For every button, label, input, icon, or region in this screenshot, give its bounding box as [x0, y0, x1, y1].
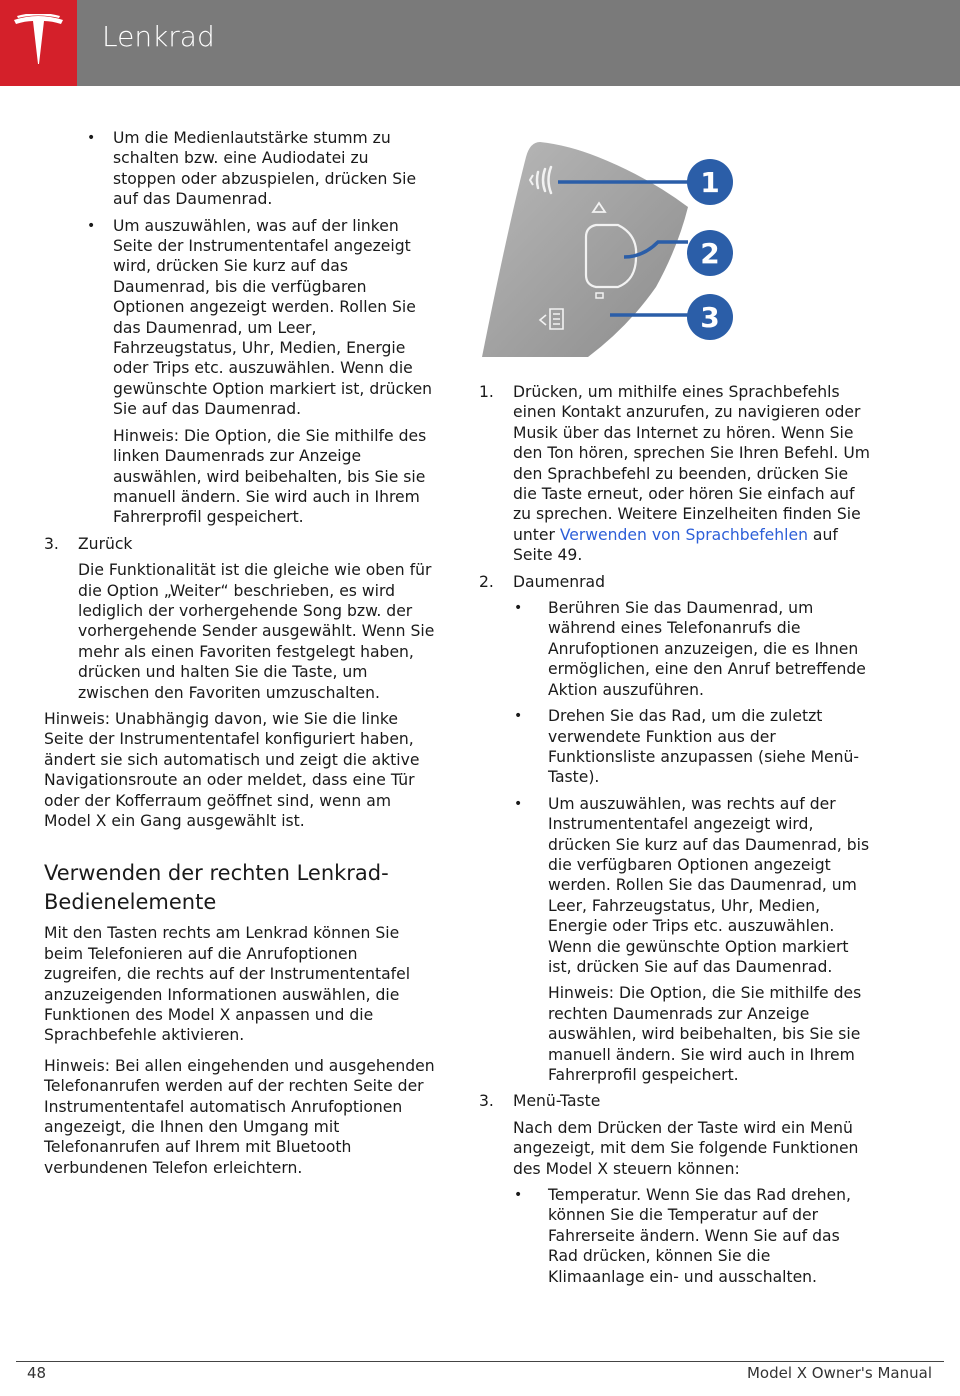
- bullet-icon: •: [87, 217, 96, 234]
- callout-label-1: 1: [700, 166, 720, 199]
- note: Hinweis: Die Option, die Sie mithilfe des rechten Daumenrads zur Anzeige auswählen, wird beibehalten, bis Sie sie manuell ändern. Sie wird auch in Ihrem Fahrerprofil gespeichert.: [548, 984, 862, 1084]
- footer-divider: [16, 1361, 944, 1362]
- callout-label-3: 3: [700, 301, 720, 334]
- bullet-icon: •: [514, 1187, 523, 1204]
- list-item: [44, 534, 436, 554]
- note: Hinweis: Unabhängig davon, wie Sie die linke Seite der Instrumententafel konfiguriert haben, ändert sie sich automatisch und zeigt die aktive Navigationsroute an oder meldet, dass eine Tür oder der Kofferraum geöffnet sind, wenn am Model X ein Gang ausgewählt ist.: [44, 709, 420, 830]
- item-text: Die Funktionalität ist die gleiche wie oben für die Option „Weiter“ beschrieben, es wird lediglich der vorhergehende Song bzw. der vorhergehende Sender ausgewählt. Wenn Sie mehr als einen Favoriten festgelegt haben, drücken und halten Sie die Taste, um zwischen den Favoriten umzuschalten.: [78, 561, 435, 702]
- tesla-logo-icon: [12, 14, 65, 72]
- list-item: [479, 1091, 871, 1111]
- list-item: • Um auszuwählen, was rechts auf der Instrumententafel angezeigt wird, drücken Sie kurz auf das Daumenrad, bis die verfügbaren Optionen angezeigt werden. Rollen Sie das Daumenrad, um Leer, Fahrzeugstatus, Uhr, Medien, Energie oder Trips etc. auszuwählen. Wenn die gewünschte Option markiert ist, drücken Sie auf das Daumenrad.: [514, 794, 870, 976]
- list-item: • Temperatur. Wenn Sie das Rad drehen, können Sie die Temperatur auf der Fahrerseite ändern. Wenn Sie auf das Rad drücken, können Sie die Klimaanlage ein- und ausschalten.: [514, 1186, 851, 1286]
- item-number: 3.: [479, 1092, 494, 1111]
- steering-controls-figure: [478, 137, 738, 367]
- item-title: Daumenrad: [513, 572, 605, 591]
- list-item: • Um die Medienlautstärke stumm zu schalten bzw. eine Audiodatei zu stoppen oder abzuspielen, drücken Sie auf das Daumenrad.: [87, 129, 417, 209]
- item-title: Menü-Taste: [513, 1092, 601, 1111]
- item-number: 3.: [44, 534, 59, 553]
- note: Hinweis: Bei allen eingehenden und ausgehenden Telefonanrufen werden auf der rechten Seite der Instrumententafel automatisch Anrufoptionen angezeigt, die Ihnen den Umgang mit Telefonanrufen auf Ihrem mit Bluetooth verbundenen Telefon erleichtern.: [44, 1056, 435, 1177]
- page-number: 48: [27, 1364, 47, 1382]
- section-heading: Verwenden der rechten Lenkrad-Bedienelemente: [44, 861, 389, 915]
- left-column: [44, 128, 436, 1188]
- list-item: • Drehen Sie das Rad, um die zuletzt verwendete Funktion aus der Funktionsliste anzupassen (siehe Menü-Taste).: [514, 707, 860, 787]
- bullet-icon: •: [514, 600, 523, 617]
- bullet-icon: •: [514, 795, 523, 812]
- list-item: [479, 572, 871, 592]
- manual-title: Model X Owner's Manual: [746, 1364, 932, 1382]
- bullet-icon: •: [514, 708, 523, 725]
- note: Hinweis: Die Option, die Sie mithilfe des linken Daumenrads zur Anzeige auswählen, wird beibehalten, bis Sie sie manuell ändern. Sie wird auch in Ihrem Fahrerprofil gespeichert.: [113, 426, 427, 527]
- section-title: Lenkrad: [102, 20, 215, 53]
- right-column: [479, 382, 871, 1293]
- callout-label-2: 2: [700, 237, 720, 270]
- paragraph: Mit den Tasten rechts am Lenkrad können Sie beim Telefonieren auf die Anrufoptionen zugreifen, die rechts auf der Instrumententafel anzuzeigenden Informationen auswählen, die Funktionen des Model X anpassen und die Sprachbefehle aktivieren.: [44, 924, 411, 1045]
- tesla-logo: [0, 0, 77, 86]
- bullet-icon: •: [87, 130, 96, 146]
- item-number: 2.: [479, 572, 494, 591]
- item-text: Nach dem Drücken der Taste wird ein Menü angezeigt, mit dem Sie folgende Funktionen des Model X steuern können:: [513, 1118, 859, 1178]
- item-title: Zurück: [78, 534, 133, 553]
- list-item: • Um auszuwählen, was auf der linken Seite der Instrumententafel angezeigt wird, drücken Sie kurz auf das Daumenrad, bis die verfügbaren Optionen angezeigt werden. Rollen Sie das Daumenrad, um Leer, Fahrzeugstatus, Uhr, Medien, Energie oder Trips etc. auszuwählen. Wenn die gewünschte Option markiert ist, drücken Sie auf das Daumenrad.: [87, 216, 433, 419]
- list-item: • Berühren Sie das Daumenrad, um während eines Telefonanrufs die Anrufoptionen anzuzeigen, die es Ihnen ermöglichen, eine den Anruf betreffende Aktion auszuführen.: [514, 599, 866, 699]
- cross-reference-link[interactable]: Verwenden von Sprachbefehlen: [559, 525, 808, 544]
- item-number: 1.: [479, 383, 494, 401]
- page-header: [0, 0, 960, 86]
- list-item: 1. Drücken, um mithilfe eines Sprachbefehls einen Kontakt anzurufen, zu navigieren oder Musik über das Internet zu hören. Wenn Sie den Ton hören, sprechen Sie Ihren Befehl. Um den Sprachbefehl zu beenden, drücken Sie die Taste erneut, oder hören Sie einfach auf zu sprechen. Weitere Einzelheiten finden Sie unter Verwenden von Sprachbefehlen auf Seite 49.: [479, 383, 870, 565]
